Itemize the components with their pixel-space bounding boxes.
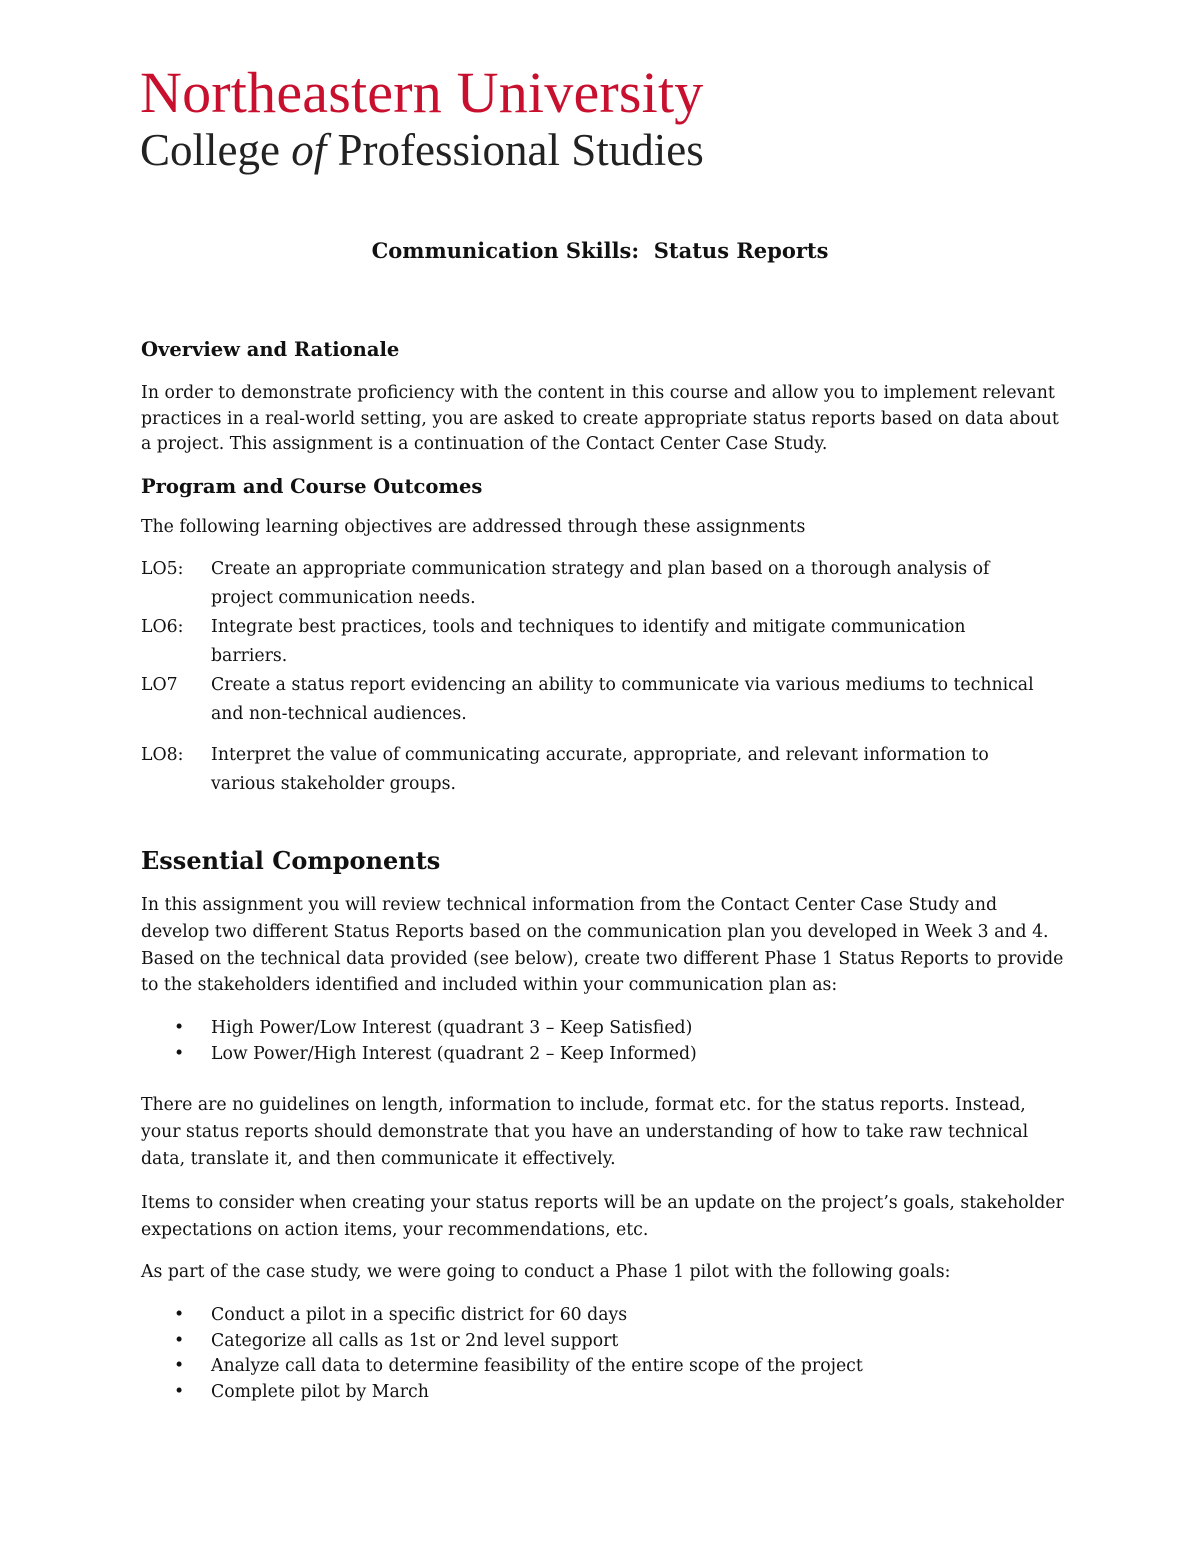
list-item <box>141 1016 1041 1042</box>
list-item <box>141 1354 1041 1380</box>
learning-objective-code: LO6: <box>141 617 184 637</box>
overview-heading: Overview and Rationale <box>141 338 400 361</box>
logo-college-of: of <box>291 125 327 175</box>
outcomes-heading: Program and Course Outcomes <box>141 475 483 498</box>
essential-components-heading: Essential Components <box>141 846 441 875</box>
overview-paragraph: In order to demonstrate proficiency with the content in this course and allow you to implement relevant practices in a real-world setting, you are asked to create appropriate status reports based on data about a project. This assignment is a continuation of the Contact Center Case Study. <box>141 383 1059 454</box>
learning-objective-item <box>141 613 1041 671</box>
list-item-text: Categorize all calls as 1st or 2nd level support <box>211 1330 619 1351</box>
list-item-text: Analyze call data to determine feasibility of the entire scope of the project <box>211 1356 863 1376</box>
list-item-text: Low Power/High Interest (quadrant 2 – Keep Informed) <box>211 1043 697 1064</box>
list-item <box>141 1303 1041 1329</box>
learning-objective-text: Interpret the value of communicating accurate, appropriate, and relevant information to various stakeholder groups. <box>211 745 989 794</box>
list-item-text: High Power/Low Interest (quadrant 3 – Keep Satisfied) <box>211 1018 693 1038</box>
bullet-icon: • <box>174 1330 185 1351</box>
bullet-icon: • <box>174 1043 185 1064</box>
logo-college-part1: College <box>140 125 292 175</box>
learning-objective-code: LO7 <box>141 675 178 695</box>
bullet-icon: • <box>174 1018 185 1038</box>
essential-paragraph-4: As part of the case study, we were going to conduct a Phase 1 pilot with the following goals: <box>141 1262 951 1282</box>
learning-objective-item <box>141 671 1041 729</box>
bullet-icon: • <box>174 1381 185 1402</box>
learning-objective-item <box>141 555 1041 613</box>
essential-paragraph-3: Items to consider when creating your status reports will be an update on the project’s goals, stakeholder expectations on action items, your recommendations, etc. <box>141 1193 1064 1240</box>
learning-objective-code: LO5: <box>141 559 184 579</box>
pilot-goals-list <box>141 1303 1041 1405</box>
essential-paragraph-1: In this assignment you will review technical information from the Contact Center Case Study and develop two different Status Reports based on the communication plan you developed in Week 3 and 4. Based on the technical data provided (see below), create two different Phase 1 Status Reports to provide to the stakeholders identified and included within your communication plan as: <box>141 895 1064 996</box>
learning-objective-text: Create a status report evidencing an ability to communicate via various mediums to technical and non-technical audiences. <box>211 675 1034 724</box>
learning-objective-text: Integrate best practices, tools and techniques to identify and mitigate communication barriers. <box>211 617 966 666</box>
list-item <box>141 1042 1041 1068</box>
logo-college-part2: Professional Studies <box>326 125 704 175</box>
learning-objective-item <box>141 741 1041 799</box>
bullet-icon: • <box>174 1356 185 1376</box>
learning-objective-code: LO8: <box>141 745 184 765</box>
document-title: Communication Skills: Status Reports <box>371 238 829 263</box>
list-item-text: Conduct a pilot in a specific district for 60 days <box>211 1305 628 1325</box>
learning-objective-text: Create an appropriate communication strategy and plan based on a thorough analysis of project communication needs. <box>211 559 990 608</box>
logo-university-name: Northeastern University <box>140 60 704 125</box>
outcomes-intro: The following learning objectives are addressed through these assignments <box>141 517 806 537</box>
logo-college-name <box>140 122 704 178</box>
list-item <box>141 1380 1041 1406</box>
stakeholder-list <box>141 1016 1041 1067</box>
list-item <box>141 1329 1041 1355</box>
essential-paragraph-2: There are no guidelines on length, information to include, format etc. for the status reports. Instead, your status reports should demonstrate that you have an understanding of how to take raw technical data, translate it, and then communicate it effectively. <box>141 1095 1029 1169</box>
bullet-icon: • <box>174 1305 185 1325</box>
list-item-text: Complete pilot by March <box>211 1381 429 1402</box>
